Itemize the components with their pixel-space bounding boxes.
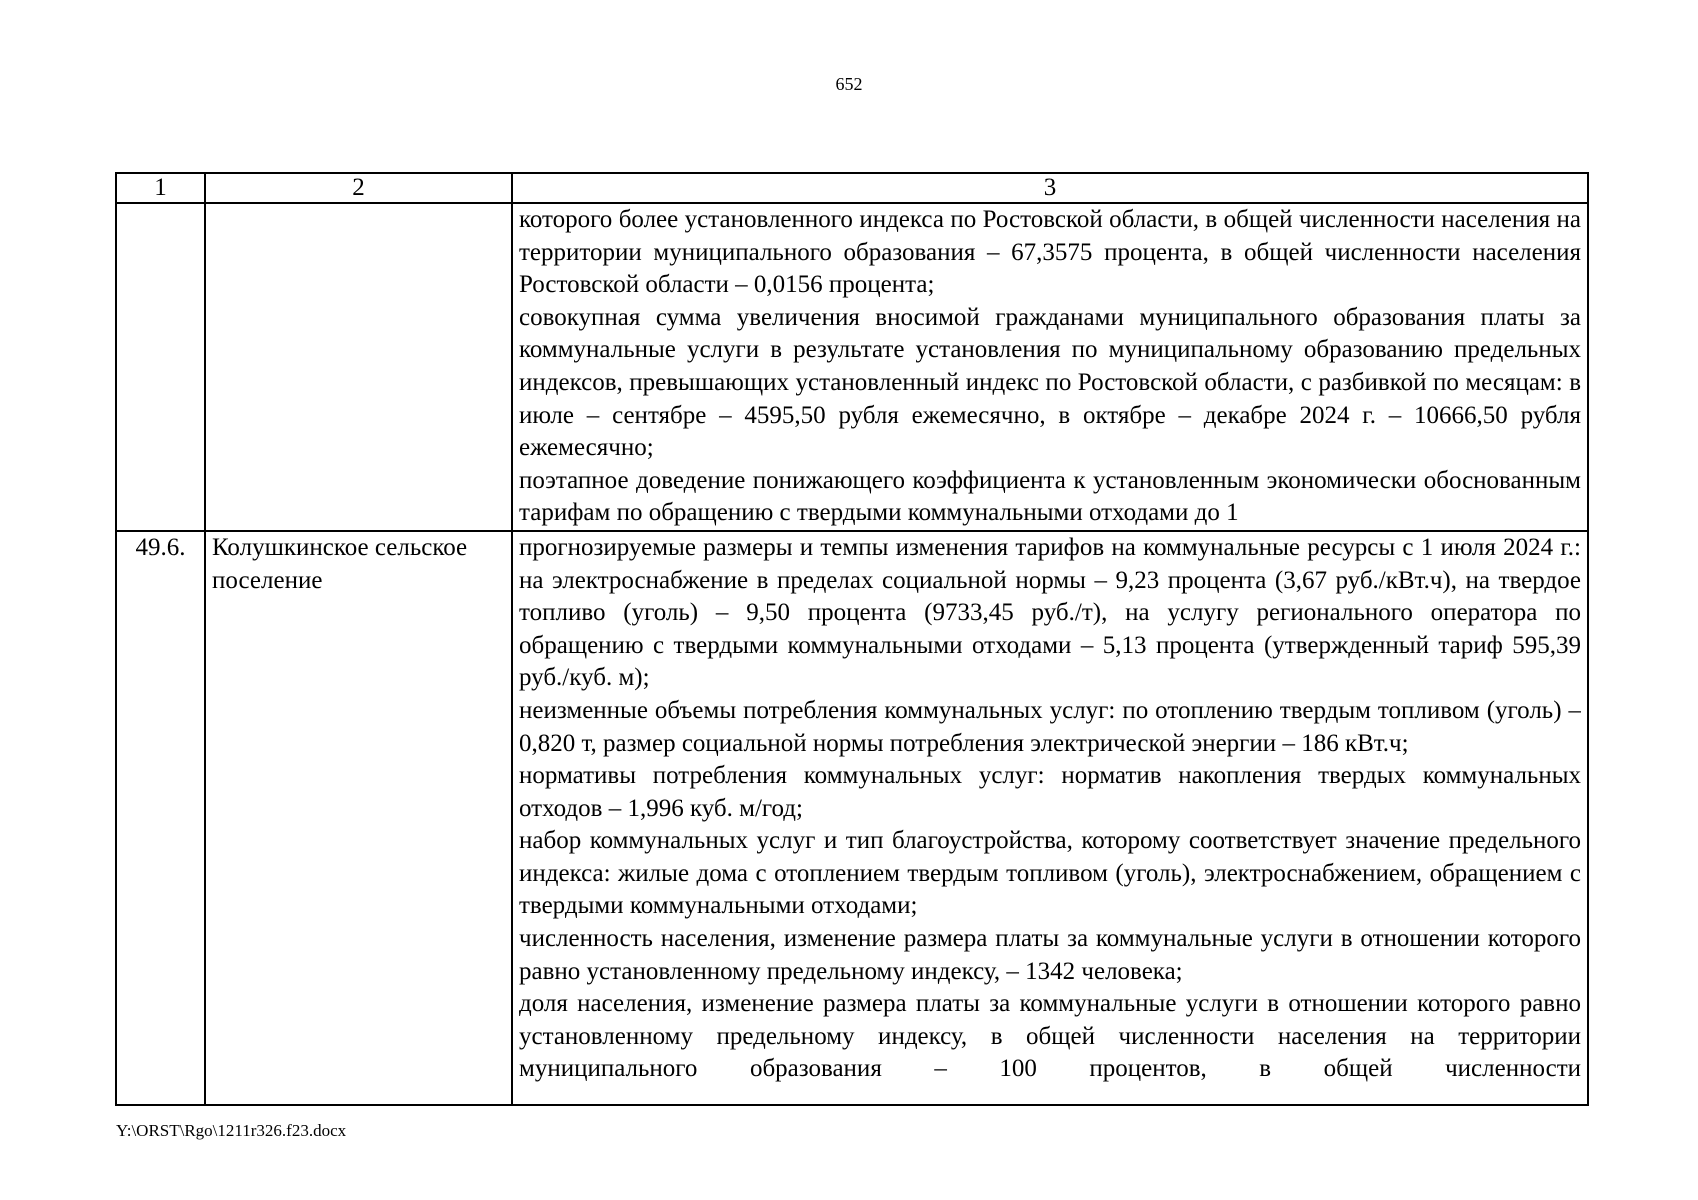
row-number-cell	[116, 203, 205, 531]
paragraph: численность населения, изменение размера платы за коммунальные услуги в отношении которого равно установленному предельному индексу, – 1342 человека;	[519, 925, 1581, 985]
document-table	[115, 172, 1589, 1106]
paragraph: поэтапное доведение понижающего коэффициента к установленным экономически обоснованным тарифам по обращению с твердыми коммунальными отходами до 1	[519, 466, 1581, 527]
column-header-3: 3	[512, 173, 1588, 203]
row-number-cell: 49.6.	[116, 531, 205, 1105]
table-header-row	[116, 173, 1588, 203]
column-header-2: 2	[205, 173, 512, 203]
description-cell	[512, 203, 1588, 531]
page-number: 652	[835, 74, 863, 94]
description-content	[519, 532, 1581, 1104]
paragraph: доля населения, изменение размера платы за коммунальные услуги в отношении которого равно установленному предельному индексу, в общей численности населения на территории муниципального образования – 100 процентов, в общей численности	[519, 990, 1581, 1083]
paragraph: совокупная сумма увеличения вносимой гражданами муниципального образования платы за коммунальные услуги в результате установления по муниципальному образованию предельных индексов, превышающих установленный индекс по Ростовской области, с разбивкой по месяцам: в июле – сентябре – 4595,50 рубля ежемесячно, в октябре – декабре 2024 г. – 10666,50 рубля ежемесячно;	[519, 303, 1581, 462]
paragraph: которого более установленного индекса по Ростовской области, в общей численности населения на территории муниципального образования – 67,3575 процента, в общей численности населения Ростовской области – 0,0156 процента;	[519, 206, 1581, 299]
municipality-name-cell	[205, 203, 512, 531]
table-row	[116, 203, 1588, 531]
table-row	[116, 531, 1588, 1105]
paragraph: прогнозируемые размеры и темпы изменения тарифов на коммунальные ресурсы с 1 июля 2024 г.: на электроснабжение в пределах социальной нормы – 9,23 процента (3,67 руб./кВт.ч), на твердое топливо (уголь) – 9,50 процента (9733,45 руб./т), на услугу регионального оператора по обращению с твердыми коммунальными отходами – 5,13 процента (утвержденный тариф 595,39 руб./куб. м);	[519, 533, 1581, 692]
description-cell	[512, 531, 1588, 1105]
paragraph: неизменные объемы потребления коммунальных услуг: по отоплению твердым топливом (уголь) – 0,820 т, размер социальной нормы потребления электрической энергии – 186 кВт.ч;	[519, 696, 1581, 757]
municipality-name-cell: Колушкинское сельское поселение	[205, 531, 512, 1105]
file-path-footer: Y:\ORST\Rgo\1211r326.f23.docx	[116, 1121, 347, 1140]
paragraph: нормативы потребления коммунальных услуг: норматив накопления твердых коммунальных отходов – 1,996 куб. м/год;	[519, 762, 1581, 822]
paragraph: набор коммунальных услуг и тип благоустройства, которому соответствует значение предельного индекса: жилые дома с отоплением твердым топливом (уголь), электроснабжением, обращением с твердыми коммунальными отходами;	[519, 827, 1581, 920]
column-header-1: 1	[116, 173, 205, 203]
